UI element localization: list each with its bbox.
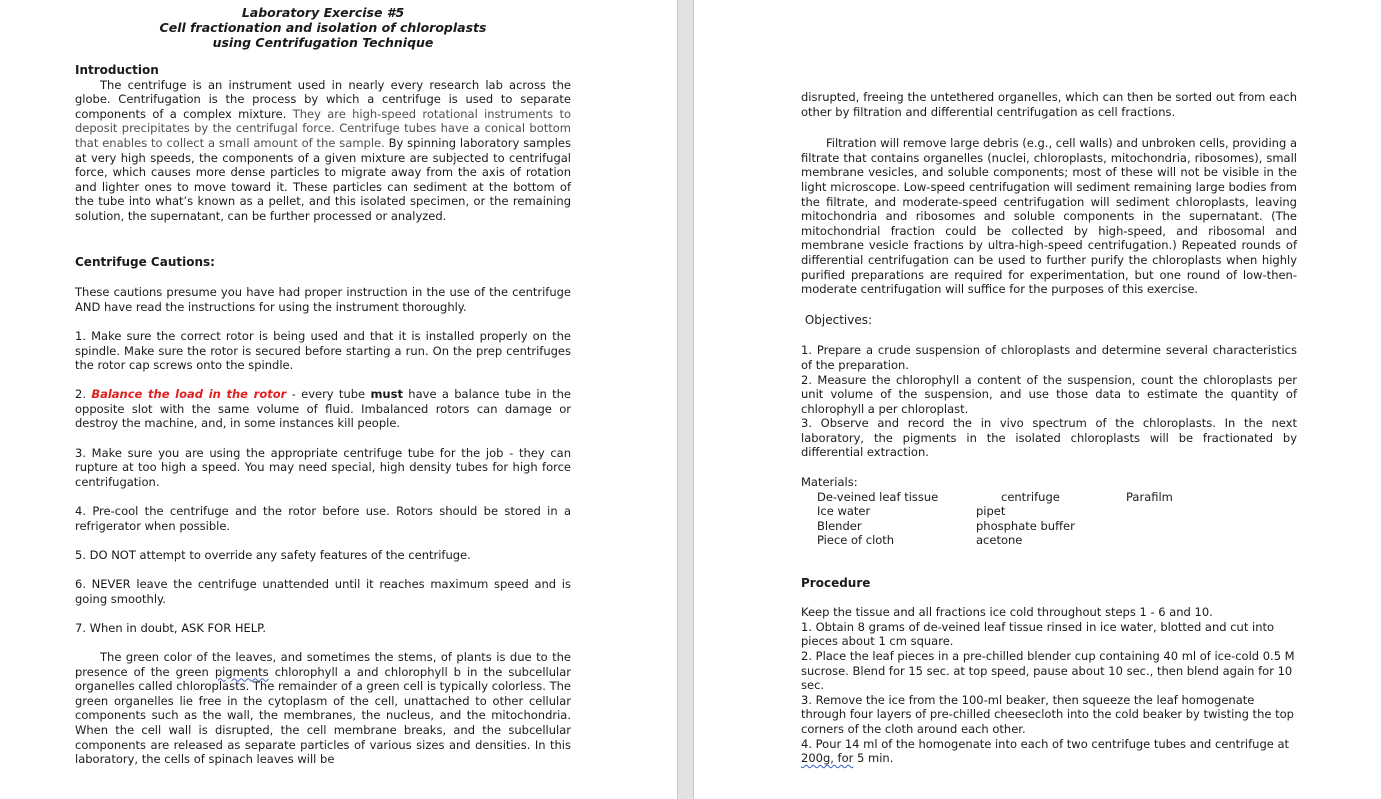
page-gutter <box>677 0 694 799</box>
title-line-3: using Centrifugation Technique <box>212 35 434 50</box>
spellcheck-word-200g[interactable]: 200g, for <box>801 751 854 766</box>
title-line-2: Cell fractionation and isolation of chloroplasts <box>159 20 487 35</box>
caution-3: 3. Make sure you are using the appropriate centrifuge tube for the job - they can rupture at too high a speed. You may need special, high density tubes for high force centrifugation. <box>75 445 571 489</box>
material-cloth: Piece of cloth <box>817 533 895 548</box>
spellcheck-word-pigments[interactable]: pigments <box>214 664 269 679</box>
procedure-step-2: 2. Place the leaf pieces in a pre-chilled blender cup containing 40 ml of ice-cold 0.5 M sucrose. Blend for 15 sec. at top speed, pause about 10 sec., then blend again for 10 sec. <box>801 649 1295 693</box>
cautions-heading: Centrifuge Cautions: <box>75 254 215 269</box>
cautions-intro: These cautions presume you have had proper instruction in the use of the centrifuge AND have read the instructions for using the instrument thoroughly. <box>75 285 571 314</box>
left-page-content <box>75 5 571 767</box>
objective-1: 1. Prepare a crude suspension of chloroplasts and determine several characteristics of the preparation. <box>801 343 1297 372</box>
caution-2-number: 2. <box>75 387 92 402</box>
caution-2 <box>75 387 571 431</box>
intro-text-a: The centrifuge is an instrument used in nearly every research lab across the globe. Centrifugation is the process by which a centrifuge is used to separate components of a complex mixture. <box>75 77 571 121</box>
intro-text-c: By spinning laboratory samples at very high speeds, the components of a given mixture are subjected to centrifugal force, which causes more dense particles to migrate away from the axis of rotation and lighter ones to move toward it. These particles can sediment at the bottom of the tube into what’s known as a pellet, and this isolated specimen, or the remaining solution, the supernatant, can be further processed or analyzed. <box>75 135 571 223</box>
filtration-paragraph: Filtration will remove large debris (e.g., cell walls) and unbroken cells, providing a filtrate that contains organelles (nuclei, chloroplasts, mitochondria, ribosomes), small membrane vesicles, and soluble components; most of these will not be visible in the light microscope. Low-speed centrifugation will sediment remaining large bodies from the filtrate, and moderate-speed centrifugation will sediment chloroplasts, leaving mitochondria and ribosomes and soluble components in the supernatant. (The mitochondrial fraction could be collected by high-speed, and ribosomal and membrane vesicle fractions by ultra-high-speed centrifugation.) Repeated rounds of differential centrifugation can be used to further purify the chloroplasts when highly purified preparations are required for experimentation, but one round of low-then-moderate centrifugation will suffice for the purposes of this exercise. <box>801 136 1297 297</box>
objective-2: 2. Measure the chlorophyll a content of the suspension, count the chloroplasts per unit volume of the suspension, and use those data to estimate the quantity of chlorophyll a per chloroplast. <box>801 372 1297 416</box>
green-color-paragraph <box>75 650 571 767</box>
right-page-content <box>801 90 1297 766</box>
disrupted-paragraph: disrupted, freeing the untethered organelles, which can then be sorted out from each other by filtration and differential centrifugation as cell fractions. <box>801 90 1297 119</box>
caution-1: 1. Make sure the correct rotor is being used and that it is installed properly on the spindle. Make sure the rotor is secured before starting a run. On the prep centrifuges the rotor cap screws onto the spindle. <box>75 328 571 373</box>
caution-2-mid: - every tube <box>286 387 371 402</box>
step-4-text-b: 5 min. <box>853 751 894 766</box>
introduction-heading: Introduction <box>75 63 159 77</box>
step-4-text-a: 4. Pour 14 ml of the homogenate into each of two centrifuge tubes and centrifuge at <box>801 736 1290 751</box>
material-blender: Blender <box>817 518 862 533</box>
green-text-b: chlorophyll a and chlorophyll b in the subcellular organelles called chloroplasts. The remainder of a green cell is typically colorless. The green organelles lie free in the cytoplasm of the cell, unattached to other cellular components such as the wall, the membranes, the nucleus, and the mitochondria. When the cell wall is disrupted, the cell membrane breaks, and the subcellular components are released as separate particles of various sizes and densities. In this laboratory, the cells of spinach leaves will be <box>75 664 571 767</box>
procedure-step-4 <box>801 737 1297 766</box>
material-leaf-tissue: De-veined leaf tissue <box>817 489 939 504</box>
objectives-heading: Objectives: <box>801 312 873 327</box>
procedure-step-1: 1. Obtain 8 grams of de-veined leaf tissue rinsed in ice water, blotted and cut into pieces about 1 cm square. <box>801 619 1275 649</box>
procedure-heading: Procedure <box>801 575 871 590</box>
procedure-step-3: 3. Remove the ice from the 100-ml beaker, then squeeze the leaf homogenate through four layers of pre-chilled cheesecloth into the cold beaker by twisting the top corners of the cloth around each other. <box>801 692 1294 736</box>
caution-6: 6. NEVER leave the centrifuge unattended until it reaches maximum speed and is going smoothly. <box>75 577 571 606</box>
caution-2-rest: have a balance tube in the opposite slot with the same volume of fluid. Imbalanced rotors can damage or destroy the machine, and, in some instances kill people. <box>75 387 572 431</box>
procedure-intro: Keep the tissue and all fractions ice cold throughout steps 1 - 6 and 10. <box>801 605 1213 620</box>
materials-list <box>817 490 1297 550</box>
material-phosphate-buffer: phosphate buffer <box>976 518 1075 533</box>
caution-5: 5. DO NOT attempt to override any safety features of the centrifuge. <box>75 547 471 562</box>
caution-7: 7. When in doubt, ASK FOR HELP. <box>75 620 266 635</box>
materials-heading: Materials: <box>801 475 858 490</box>
material-acetone: acetone <box>976 533 1023 548</box>
material-pipet: pipet <box>976 504 1006 519</box>
caution-2-warning: Balance the load in the rotor <box>91 387 287 402</box>
introduction-paragraph <box>75 78 571 224</box>
caution-4: 4. Pre-cool the centrifuge and the rotor before use. Rotors should be stored in a refrigerator when possible. <box>75 504 571 533</box>
caution-2-emphasis: must <box>370 387 403 402</box>
objective-3: 3. Observe and record the in vivo spectrum of the chloroplasts. In the next laboratory, the pigments in the isolated chloroplasts will be fractionated by differential extraction. <box>801 416 1297 460</box>
material-ice-water: Ice water <box>817 504 871 519</box>
title-line-1: Laboratory Exercise #5 <box>241 5 405 20</box>
green-text-a: The green color of the leaves, and sometimes the stems, of plants is due to the presence of the green <box>75 649 571 679</box>
intro-text-highlight: They are high-speed rotational instruments to deposit precipitates by the centrifugal force. Centrifuge tubes have a conical bottom that enables to collect a small amount of the sample. <box>75 106 572 150</box>
material-parafilm: Parafilm <box>1126 489 1173 504</box>
material-centrifuge: centrifuge <box>1001 489 1060 504</box>
